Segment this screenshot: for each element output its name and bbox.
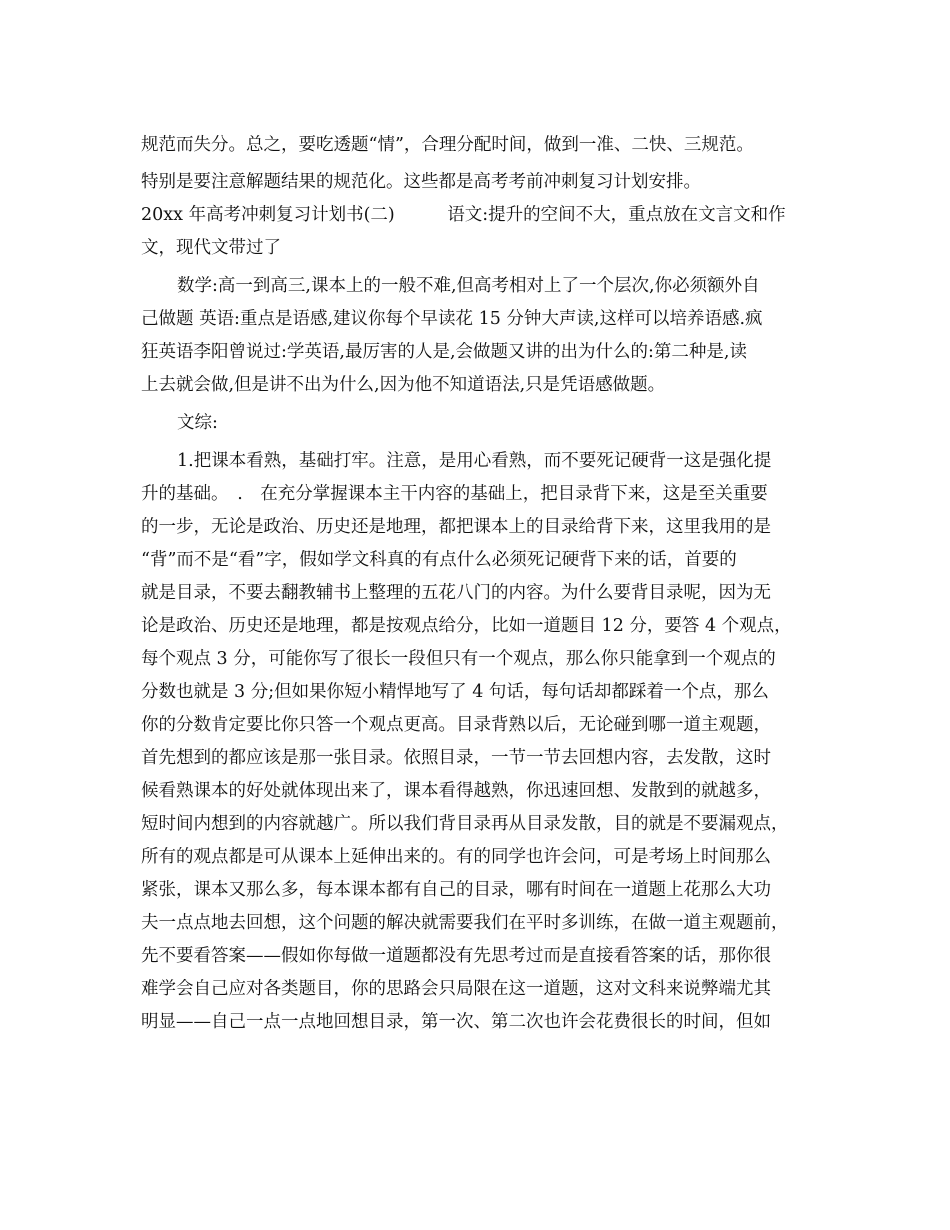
section-heading-line: 20xx 年高考冲刺复习计划书(二) 语文:提升的空间不大，重点放在文言文和作 — [141, 205, 786, 225]
text-line: 文，现代文带过了 — [141, 238, 281, 258]
text-line: 分数也就是 3 分;但如果你短小精悍地写了 4 句话，每句话却都踩着一个点，那么 — [141, 682, 769, 702]
text-line: 候看熟课本的好处就体现出来了，课本看得越熟，你迅速回想、发散到的就越多， — [141, 781, 771, 801]
text-line: 所有的观点都是可从课本上延伸出来的。有的同学也许会问，可是考场上时间那么 — [141, 847, 771, 867]
text-line: 先不要看答案——假如你每做一道题都没有先思考过而是直接看答案的话，那你很 — [141, 946, 771, 966]
text-line: 首先想到的都应该是那一张目录。依照目录，一节一节去回想内容，去发散，这时 — [141, 748, 771, 768]
text-line: 就是目录，不要去翻教辅书上整理的五花八门的内容。为什么要背目录呢，因为无 — [141, 583, 771, 603]
text-line: 每个观点 3 分，可能你写了很长一段但只有一个观点，那么你只能拿到一个观点的 — [141, 649, 776, 669]
text-line: 规范而失分。总之，要吃透题“情”，合理分配时间，做到一准、二快、三规范。 — [141, 135, 754, 155]
text-line: 论是政治、历史还是地理，都是按观点给分，比如一道题目 12 分，要答 4 个观点， — [141, 616, 792, 636]
paragraph-start-line: 数学:高一到高三,课本上的一般不难,但高考相对上了一个层次,你必须额外自 — [177, 276, 760, 296]
text-line: 你的分数肯定要比你只答一个观点更高。目录背熟以后，无论碰到哪一道主观题， — [141, 715, 771, 735]
subheading-line: 文综: — [177, 413, 218, 433]
text-line: 的一步，无论是政治、历史还是地理，都把课本上的目录给背下来，这里我用的是 — [141, 517, 771, 537]
document-body — [141, 131, 831, 1036]
text-line: 狂英语李阳曾说过:学英语,最厉害的人是,会做题又讲的出为什么的:第二种是,读 — [141, 342, 747, 362]
text-line: 上去就会做,但是讲不出为什么,因为他不知道语法,只是凭语感做题。 — [141, 375, 666, 395]
text-line: 夫一点点地去回想，这个问题的解决就需要我们在平时多训练，在做一道主观题前， — [141, 913, 789, 933]
text-line: 紧张，课本又那么多，每本课本都有自己的目录，哪有时间在一道题上花那么大功 — [141, 880, 771, 900]
text-line: 升的基础。 . 在充分掌握课本主干内容的基础上，把目录背下来，这是至关重要 — [141, 484, 768, 504]
text-line: 难学会自己应对各类题目，你的思路会只局限在这一道题，这对文科来说弊端尤其 — [141, 979, 771, 999]
text-line: 特别是要注意解题结果的规范化。这些都是高考考前冲刺复习计划安排。 — [141, 172, 701, 192]
text-line: 短时间内想到的内容就越广。所以我们背目录再从目录发散，目的就是不要漏观点， — [141, 814, 789, 834]
text-line: “背”而不是“看”字，假如学文科真的有点什么必须死记硬背下来的话，首要的 — [141, 550, 737, 570]
paragraph-start-line: 1.把课本看熟，基础打牢。注意，是用心看熟，而不要死记硬背一这是强化提 — [177, 451, 772, 471]
text-line: 己做题 英语:重点是语感,建议你每个早读花 15 分钟大声读,这样可以培养语感.疯 — [141, 309, 763, 329]
text-line: 明显——自己一点一点地回想目录，第一次、第二次也许会花费很长的时间，但如 — [141, 1012, 771, 1032]
